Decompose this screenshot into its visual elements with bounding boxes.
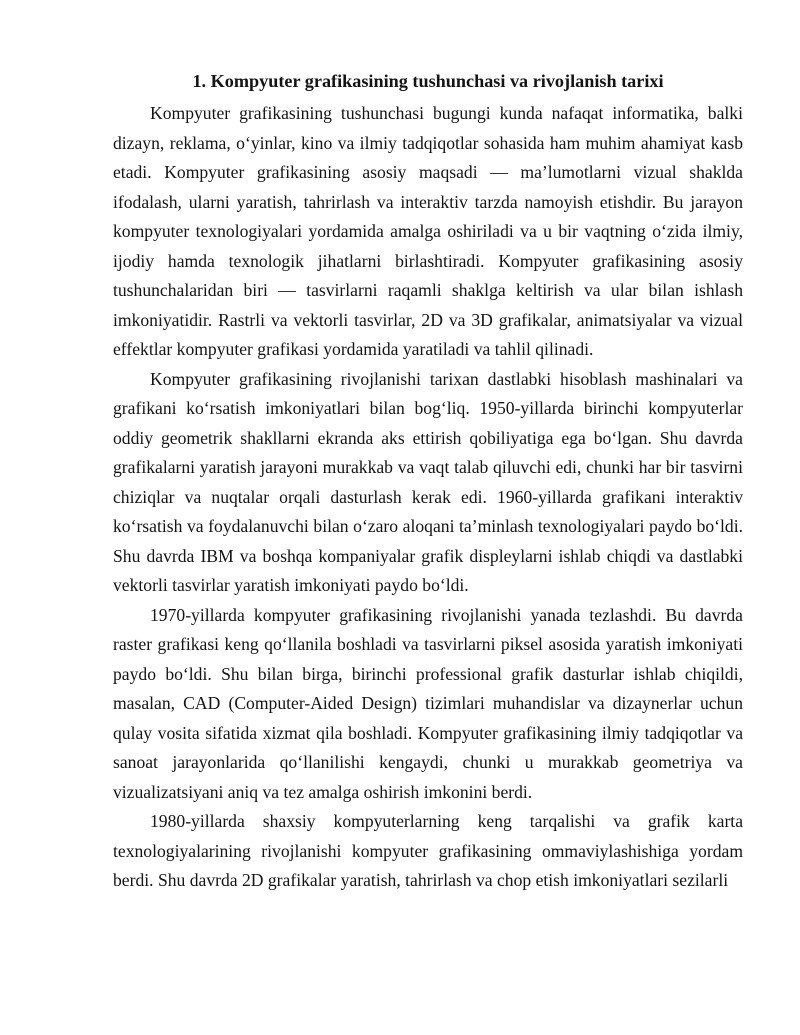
paragraph-concept: Kompyuter grafikasining tushunchasi bugungi kunda nafaqat informatika, balki dizayn, reklama, o‘yinlar, kino va ilmiy tadqiqotlar sohasida ham muhim ahamiyat kasb etadi. Kompyuter grafikasining asosiy maqsadi — ma’lumotlarni vizual shaklda ifodalash, ularni yaratish, tahrirlash va interaktiv tarzda namoyish etishdir. Bu jarayon kompyuter texnologiyalari yordamida amalga oshiriladi va u bir vaqtning o‘zida ilmiy, ijodiy hamda texnologik jihatlarni birlashtiradi. Kompyuter grafikasining asosiy tushunchalaridan biri — tasvirlarni raqamli shaklga keltirish va ular bilan ishlash imkoniyatidir. Rastrli va vektorli tasvirlar, 2D va 3D grafikalar, animatsiyalar va vizual effektlar kompyuter grafikasi yordamida yaratiladi va tahlil qilinadi. — [113, 103, 743, 359]
paragraph-early-history: Kompyuter grafikasining rivojlanishi tarixan dastlabki hisoblash mashinalari va grafikani ko‘rsatish imkoniyatlari bilan bog‘liq. 1950-yillarda birinchi kompyuterlar oddiy geometrik shakllarni ekranda aks ettirish qobiliyatiga ega bo‘lgan. Shu davrda grafikalarni yaratish jarayoni murakkab va vaqt talab qiluvchi edi, chunki har bir tasvirni chiziqlar va nuqtalar orqali dasturlash kerak edi. 1960-yillarda grafikani interaktiv ko‘rsatish va foydalanuvchi bilan o‘zaro aloqani ta’minlash texnologiyalari paydo bo‘ldi. Shu davrda IBM va boshqa kompaniyalar grafik displeylarni ishlab chiqdi va dastlabki vektorli tasvirlar yaratish imkoniyati paydo bo‘ldi. — [113, 368, 743, 595]
paragraph-1970s: 1970-yillarda kompyuter grafikasining rivojlanishi yanada tezlashdi. Bu davrda raster grafikasi keng qo‘llanila boshladi va tasvirlarni piksel asosida yaratish imkoniyati paydo bo‘ldi. Shu bilan birga, birinchi professional grafik dasturlar ishlab chiqildi, masalan, CAD (Computer-Aided Design) tizimlari muhandislar va dizaynerlar uchun qulay vosita sifatida xizmat qila boshladi. Kompyuter grafikasining ilmiy tadqiqotlar va sanoat jarayonlarida qo‘llanilishi kengaydi, chunki u murakkab geometriya va vizualizatsiyani aniq va tez amalga oshirish imkonini berdi. — [113, 604, 743, 802]
section-heading: 1. Kompyuter grafikasining tushunchasi va rivojlanish tarixi — [192, 71, 664, 91]
page-content — [113, 68, 743, 896]
paragraph-1980s: 1980-yillarda shaxsiy kompyuterlarning keng tarqalishi va grafik karta texnologiyalarining rivojlanishi kompyuter grafikasining ommaviylashishiga yordam berdi. Shu davrda 2D grafikalar yaratish, tahrirlash va chop etish imkoniyatlari sezilarli — [113, 811, 743, 890]
